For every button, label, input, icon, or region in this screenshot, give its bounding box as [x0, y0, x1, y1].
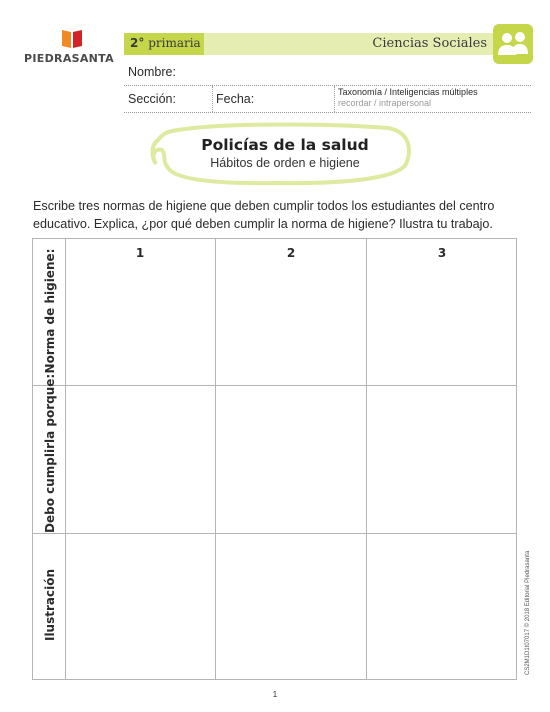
grade-label	[130, 36, 201, 50]
row-label-ilustracion: Ilustración	[43, 568, 57, 642]
book-logo-icon	[60, 27, 84, 51]
column-number-1: 1	[135, 246, 145, 260]
row-label-norma: Norma de higiene:	[43, 248, 57, 374]
copyright-text: CS2M1D1t07017 © 2018 Editorial Piedrasanta	[525, 550, 531, 675]
page-title: Policías de la salud	[201, 136, 369, 154]
page-number: 1	[272, 690, 278, 699]
people-icon	[493, 24, 533, 64]
name-line	[124, 85, 531, 86]
taxonomy-values: recordar / intrapersonal	[338, 98, 432, 108]
column-number-2: 2	[286, 246, 296, 260]
date-divider	[334, 86, 335, 112]
taxonomy-title: Taxonomía / Inteligencias múltiples	[338, 87, 478, 97]
section-divider	[212, 86, 213, 112]
publisher-logo-text: PIEDRASANTA	[24, 52, 114, 65]
instructions-text: Escribe tres normas de higiene que deben cumplir todos los estudiantes del centro educativo. Explica, ¿por qué deben cumplir la norma de higiene? Ilustra tu trabajo.	[33, 199, 495, 231]
section-label: Sección:	[128, 92, 176, 106]
subject-label: Ciencias Sociales	[372, 36, 487, 51]
section-line	[124, 112, 531, 113]
name-label: Nombre:	[128, 65, 176, 79]
column-number-3: 3	[437, 246, 447, 260]
grade-word: primaria	[148, 36, 201, 50]
grade-number: 2°	[130, 36, 145, 50]
worksheet-table	[32, 238, 517, 680]
page-subtitle: Hábitos de orden e higiene	[210, 156, 360, 170]
date-label: Fecha:	[216, 92, 255, 106]
row-label-porque: Debo cumplirla porque:	[43, 373, 57, 533]
